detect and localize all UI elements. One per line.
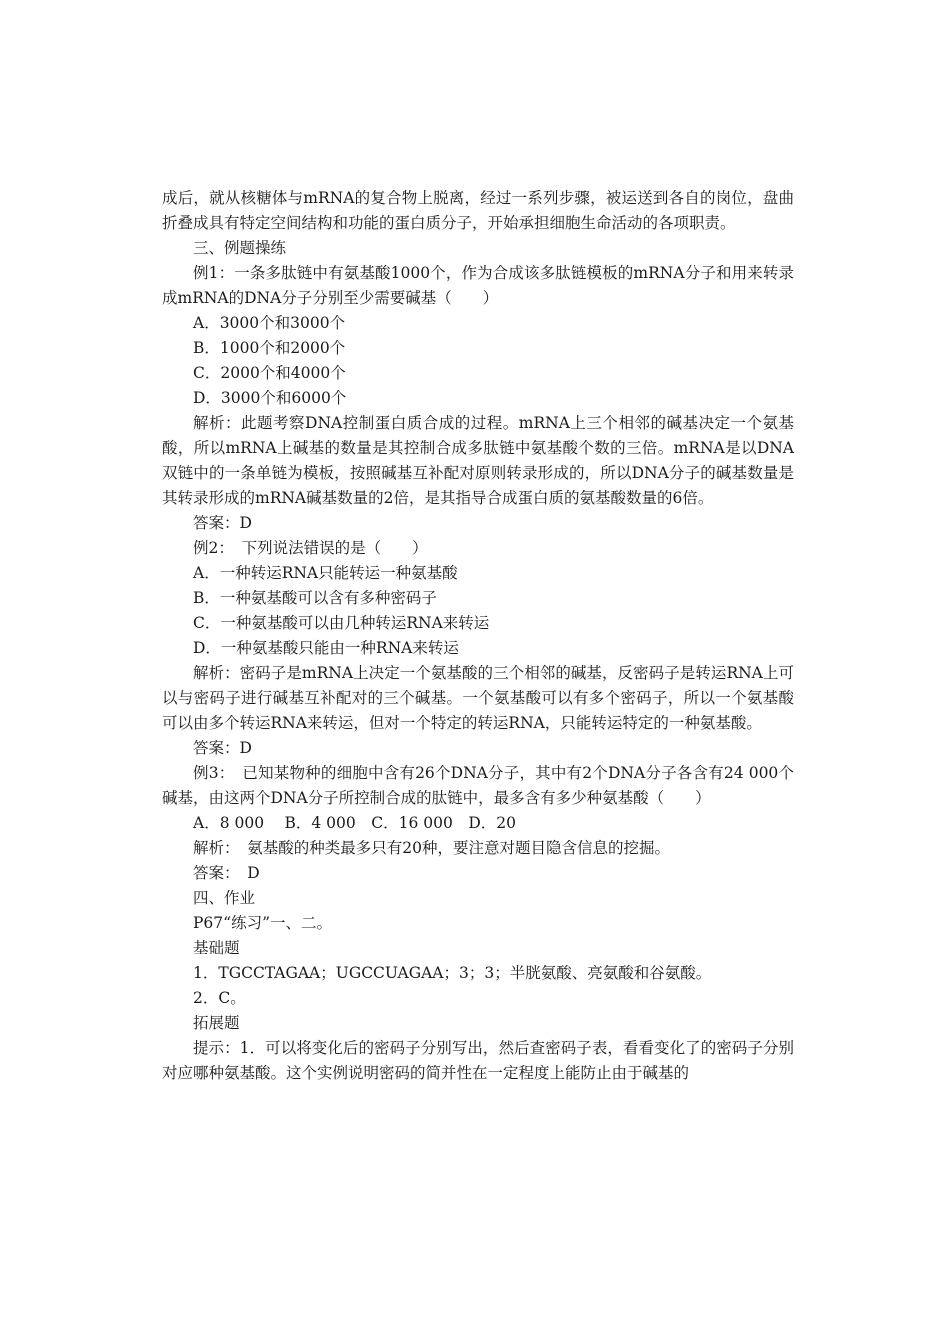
example-1-analysis: 解析：此题考察DNA控制蛋白质合成的过程。mRNA上三个相邻的碱基决定一个氨基酸，所以mRNA上碱基的数量是其控制合成多肽链中氨基酸个数的三倍。mRNA是以DNA双链中的一条单链为模板，按照碱基互补配对原则转录形成的，所以DNA分子的碱基数量是其转录形成的mRNA碱基数量的2倍，是其指导合成蛋白质的氨基酸数量的6倍。 <box>162 414 794 507</box>
example-3-options: A．8 000 B．4 000 C．16 000 D．20 <box>193 814 517 832</box>
example-2-answer: 答案：D <box>193 739 252 757</box>
example-3-question: 例3： 已知某物种的细胞中含有26个DNA分子，其中有2个DNA分子各含有24 000个碱基，由这两个DNA分子所控制合成的肽链中，最多含有多少种氨基酸（ ） <box>162 764 794 807</box>
basic-answer-2: 2．C。 <box>193 989 246 1007</box>
extension-questions-heading: 拓展题 <box>193 1014 240 1032</box>
document-body <box>162 186 794 1086</box>
example-1-option-b: B．1000个和2000个 <box>193 339 346 357</box>
example-2-option-d: D．一种氨基酸只能由一种RNA来转运 <box>193 639 459 657</box>
example-2-option-a: A．一种转运RNA只能转运一种氨基酸 <box>193 564 458 582</box>
section-heading-examples: 三、例题操练 <box>193 239 287 257</box>
homework-reference: P67“练习”一、二。 <box>193 914 333 932</box>
example-1-answer: 答案：D <box>193 514 252 532</box>
example-1-option-a: A．3000个和3000个 <box>193 314 346 332</box>
section-heading-homework: 四、作业 <box>193 889 256 907</box>
example-2-question: 例2： 下列说法错误的是（ ） <box>193 539 428 557</box>
example-3-answer: 答案： D <box>193 864 260 882</box>
example-1-question: 例1：一条多肽链中有氨基酸1000个，作为合成该多肽链模板的mRNA分子和用来转录成mRNA的DNA分子分别至少需要碱基（ ） <box>162 264 794 307</box>
example-2-option-c: C．一种氨基酸可以由几种转运RNA来转运 <box>193 614 490 632</box>
example-2-option-b: B．一种氨基酸可以含有多种密码子 <box>193 589 437 607</box>
basic-answer-1: 1．TGCCTAGAA；UGCCUAGAA；3；3；半胱氨酸、亮氨酸和谷氨酸。 <box>193 964 712 982</box>
paragraph-continuation: 成后，就从核糖体与mRNA的复合物上脱离，经过一系列步骤，被运送到各自的岗位，盘曲折叠成具有特定空间结构和功能的蛋白质分子，开始承担细胞生命活动的各项职责。 <box>162 189 794 232</box>
extension-hint: 提示：1．可以将变化后的密码子分别写出，然后查密码子表，看看变化了的密码子分别对应哪种氨基酸。这个实例说明密码的简并性在一定程度上能防止由于碱基的 <box>162 1039 794 1082</box>
example-1-option-c: C．2000个和4000个 <box>193 364 346 382</box>
example-2-analysis: 解析：密码子是mRNA上决定一个氨基酸的三个相邻的碱基，反密码子是转运RNA上可以与密码子进行碱基互补配对的三个碱基。一个氨基酸可以有多个密码子，所以一个氨基酸可以由多个转运RNA来转运，但对一个特定的转运RNA，只能转运特定的一种氨基酸。 <box>162 664 794 732</box>
example-3-analysis: 解析： 氨基酸的种类最多只有20种，要注意对题目隐含信息的挖掘。 <box>193 839 670 857</box>
example-1-option-d: D．3000个和6000个 <box>193 389 347 407</box>
basic-questions-heading: 基础题 <box>193 939 240 957</box>
